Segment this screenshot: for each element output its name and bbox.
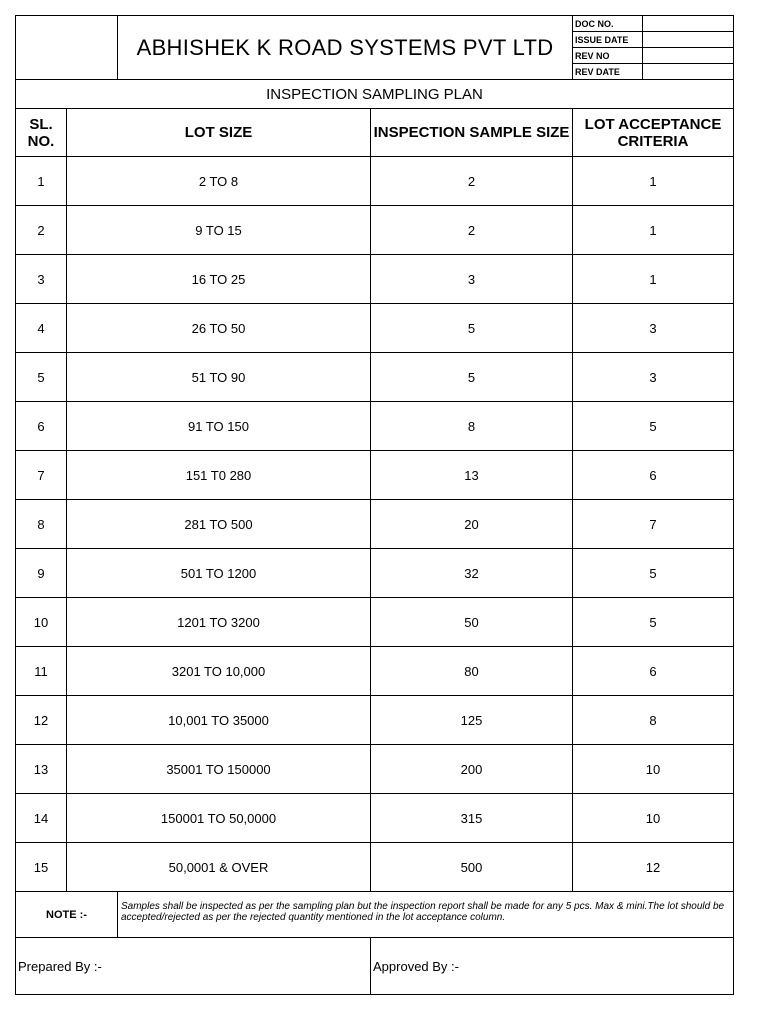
table-row xyxy=(16,696,734,745)
cell-acceptance: 1 xyxy=(573,206,734,255)
cell-sample-size: 8 xyxy=(371,402,573,451)
cell-sample-size: 3 xyxy=(371,255,573,304)
table-row xyxy=(16,353,734,402)
cell-sample-size: 50 xyxy=(371,598,573,647)
logo-box xyxy=(16,16,118,80)
issue-date-label: ISSUE DATE xyxy=(573,32,643,48)
cell-lot-size: 26 TO 50 xyxy=(67,304,371,353)
table-row xyxy=(16,500,734,549)
rev-no-value xyxy=(643,48,734,64)
cell-sample-size: 5 xyxy=(371,353,573,402)
table-row xyxy=(16,304,734,353)
cell-sl: 5 xyxy=(16,353,67,402)
cell-acceptance: 10 xyxy=(573,745,734,794)
cell-acceptance: 7 xyxy=(573,500,734,549)
cell-sl: 13 xyxy=(16,745,67,794)
table-row xyxy=(16,255,734,304)
cell-sample-size: 2 xyxy=(371,157,573,206)
table-row xyxy=(16,647,734,696)
cell-sl: 7 xyxy=(16,451,67,500)
cell-sample-size: 200 xyxy=(371,745,573,794)
cell-sl: 1 xyxy=(16,157,67,206)
col-header-lot-size: LOT SIZE xyxy=(67,109,371,157)
cell-lot-size: 281 TO 500 xyxy=(67,500,371,549)
cell-sl: 15 xyxy=(16,843,67,892)
cell-sl: 4 xyxy=(16,304,67,353)
cell-acceptance: 6 xyxy=(573,647,734,696)
col-header-acceptance: LOT ACCEPTANCE CRITERIA xyxy=(573,109,734,157)
table-row xyxy=(16,794,734,843)
cell-acceptance: 5 xyxy=(573,549,734,598)
cell-acceptance: 1 xyxy=(573,157,734,206)
cell-acceptance: 3 xyxy=(573,353,734,402)
cell-sl: 10 xyxy=(16,598,67,647)
rev-date-label: REV DATE xyxy=(573,64,643,80)
cell-sl: 6 xyxy=(16,402,67,451)
cell-sl: 3 xyxy=(16,255,67,304)
cell-acceptance: 5 xyxy=(573,598,734,647)
table-row xyxy=(16,157,734,206)
note-text: Samples shall be inspected as per the sampling plan but the inspection report shall be made for any 5 pcs. Max & mini.The lot should be accepted/rejected as per the rejected quantity mentioned in the lot acceptance column. xyxy=(118,892,734,938)
inspection-sheet xyxy=(15,15,733,995)
cell-lot-size: 151 T0 280 xyxy=(67,451,371,500)
note-label: NOTE :- xyxy=(16,892,118,938)
table-row xyxy=(16,549,734,598)
cell-sl: 12 xyxy=(16,696,67,745)
cell-lot-size: 51 TO 90 xyxy=(67,353,371,402)
cell-acceptance: 10 xyxy=(573,794,734,843)
cell-lot-size: 9 TO 15 xyxy=(67,206,371,255)
cell-lot-size: 150001 TO 50,0000 xyxy=(67,794,371,843)
doc-no-value xyxy=(643,16,734,32)
cell-lot-size: 1201 TO 3200 xyxy=(67,598,371,647)
table-row xyxy=(16,598,734,647)
cell-sl: 8 xyxy=(16,500,67,549)
prepared-by: Prepared By :- xyxy=(16,938,371,995)
cell-lot-size: 2 TO 8 xyxy=(67,157,371,206)
inspection-table xyxy=(15,15,734,995)
col-header-sample-size: INSPECTION SAMPLE SIZE xyxy=(371,109,573,157)
doc-no-label: DOC NO. xyxy=(573,16,643,32)
rev-date-value xyxy=(643,64,734,80)
table-row xyxy=(16,843,734,892)
cell-lot-size: 91 TO 150 xyxy=(67,402,371,451)
table-row xyxy=(16,206,734,255)
col-header-sl-no: SL. NO. xyxy=(16,109,67,157)
cell-acceptance: 6 xyxy=(573,451,734,500)
cell-sample-size: 2 xyxy=(371,206,573,255)
cell-lot-size: 35001 TO 150000 xyxy=(67,745,371,794)
cell-sample-size: 315 xyxy=(371,794,573,843)
cell-sample-size: 500 xyxy=(371,843,573,892)
cell-lot-size: 501 TO 1200 xyxy=(67,549,371,598)
cell-acceptance: 3 xyxy=(573,304,734,353)
page-title: INSPECTION SAMPLING PLAN xyxy=(16,80,734,109)
cell-lot-size: 16 TO 25 xyxy=(67,255,371,304)
cell-lot-size: 50,0001 & OVER xyxy=(67,843,371,892)
issue-date-value xyxy=(643,32,734,48)
cell-lot-size: 3201 TO 10,000 xyxy=(67,647,371,696)
cell-acceptance: 12 xyxy=(573,843,734,892)
table-row xyxy=(16,451,734,500)
cell-lot-size: 10,001 TO 35000 xyxy=(67,696,371,745)
table-row xyxy=(16,402,734,451)
cell-sample-size: 20 xyxy=(371,500,573,549)
cell-acceptance: 5 xyxy=(573,402,734,451)
cell-sl: 11 xyxy=(16,647,67,696)
cell-sample-size: 125 xyxy=(371,696,573,745)
cell-acceptance: 8 xyxy=(573,696,734,745)
cell-sl: 9 xyxy=(16,549,67,598)
company-name: ABHISHEK K ROAD SYSTEMS PVT LTD xyxy=(118,16,573,80)
cell-sl: 2 xyxy=(16,206,67,255)
cell-sl: 14 xyxy=(16,794,67,843)
cell-sample-size: 80 xyxy=(371,647,573,696)
approved-by: Approved By :- xyxy=(371,938,734,995)
cell-sample-size: 13 xyxy=(371,451,573,500)
cell-sample-size: 5 xyxy=(371,304,573,353)
rev-no-label: REV NO xyxy=(573,48,643,64)
table-row xyxy=(16,745,734,794)
cell-sample-size: 32 xyxy=(371,549,573,598)
cell-acceptance: 1 xyxy=(573,255,734,304)
